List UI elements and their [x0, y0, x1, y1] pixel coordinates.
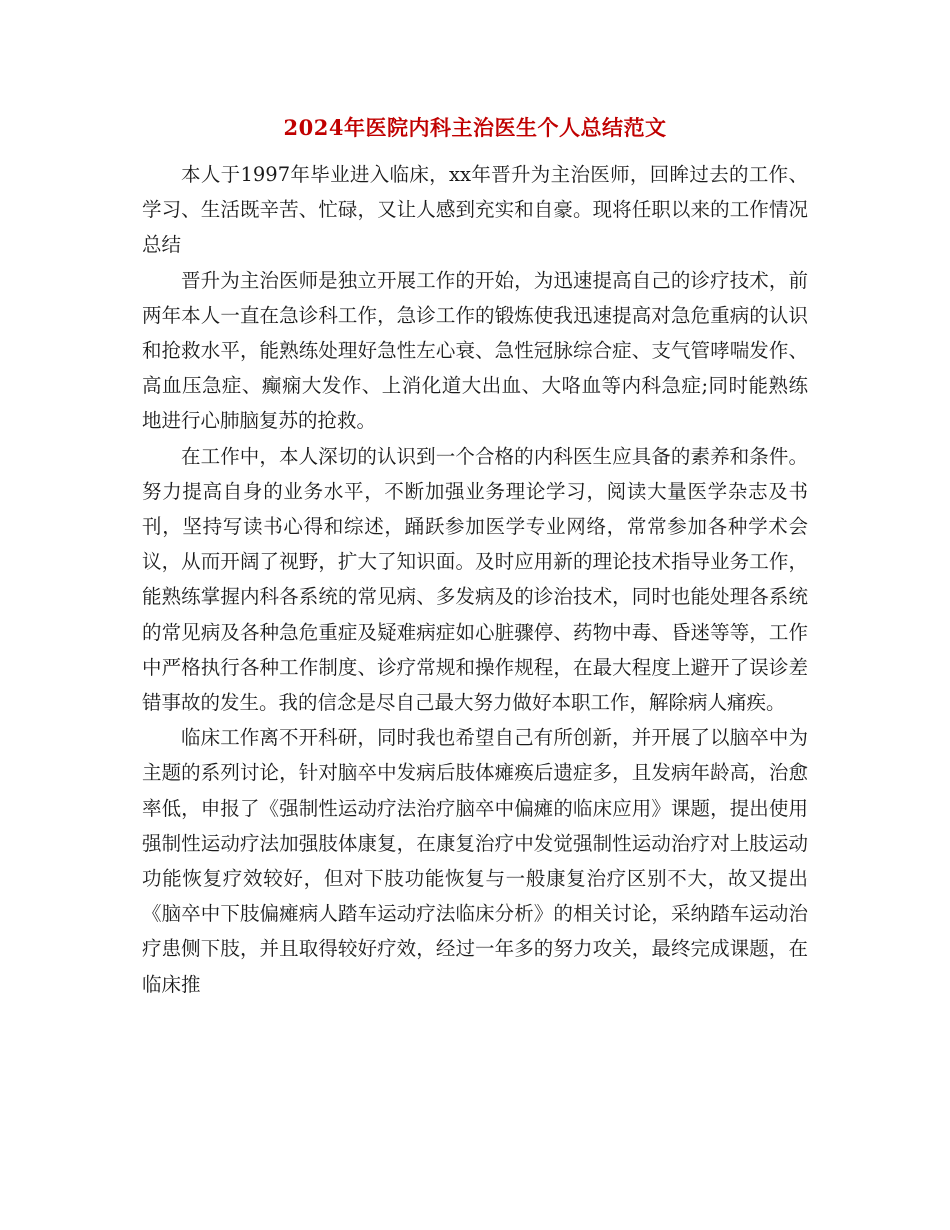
paragraph-4: 临床工作离不开科研，同时我也希望自己有所创新，并开展了以脑卒中为主题的系列讨论，针对脑卒中发病后肢体瘫痪后遗症多，且发病年龄高，治愈率低，申报了《强制性运动疗法治疗脑卒中偏瘫的临床应用》课题，提出使用强制性运动疗法加强肢体康复，在康复治疗中发觉强制性运动治疗对上肢运动功能恢复疗效较好，但对下肢功能恢复与一般康复治疗区别不大，故又提出《脑卒中下肢偏瘫病人踏车运动疗法临床分析》的相关讨论，采纳踏车运动治疗患侧下肢，并且取得较好疗效，经过一年多的努力攻关，最终完成课题，在临床推 [142, 726, 808, 996]
paragraph-1: 本人于1997年毕业进入临床，xx年晋升为主治医师，回眸过去的工作、学习、生活既辛苦、忙碌，又让人感到充实和自豪。现将任职以来的工作情况总结 [142, 163, 808, 257]
document-body [142, 157, 808, 1002]
document-title: 2024年医院内科主治医生个人总结范文 [283, 115, 667, 140]
paragraph-2: 晋升为主治医师是独立开展工作的开始，为迅速提高自己的诊疗技术，前两年本人一直在急诊科工作，急诊工作的锻炼使我迅速提高对急危重病的认识和抢救水平，能熟练处理好急性左心衰、急性冠脉综合症、支气管哮喘发作、高血压急症、癫痫大发作、上消化道大出血、大咯血等内科急症;同时能熟练地进行心肺脑复苏的抢救。 [142, 268, 808, 433]
paragraph-3: 在工作中，本人深切的认识到一个合格的内科医生应具备的素养和条件。努力提高自身的业务水平，不断加强业务理论学习，阅读大量医学杂志及书刊，坚持写读书心得和综述，踊跃参加医学专业网络，常常参加各种学术会议，从而开阔了视野，扩大了知识面。及时应用新的理论技术指导业务工作，能熟练掌握内科各系统的常见病、多发病及的诊治技术，同时也能处理各系统的常见病及各种急危重症及疑难病症如心脏骤停、药物中毒、昏迷等等，工作中严格执行各种工作制度、诊疗常规和操作规程，在最大程度上避开了误诊差错事故的发生。我的信念是尽自己最大努力做好本职工作，解除病人痛疾。 [142, 444, 808, 715]
